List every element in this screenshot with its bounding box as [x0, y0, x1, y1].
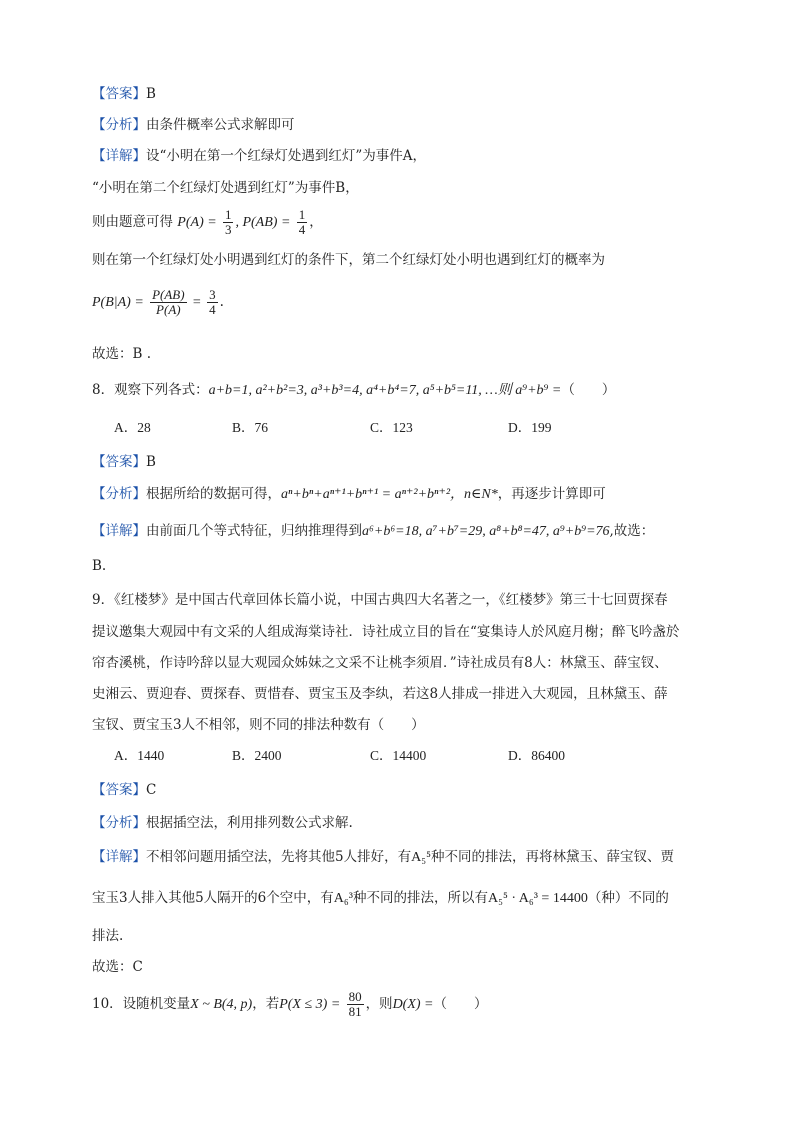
q7-detail-1: 设“小明在第一个红绿灯处遇到红灯”为事件A，	[146, 148, 427, 164]
q8-detail-2: B.	[92, 558, 107, 574]
q8-stem-math: a+b=1, a²+b²=3, a³+b³=4, a⁴+b⁴=7, a⁵+b⁵=11, …则 a⁹+b⁹ =	[208, 383, 562, 398]
q10-stem	[92, 988, 488, 1021]
answer-tag: 【答案】	[92, 782, 146, 798]
q7-analysis: 由条件概率公式求解即可	[146, 117, 295, 133]
q9-option-b: B．2400	[232, 748, 282, 763]
q9-analysis: 根据插空法，利用排列数公式求解.	[146, 815, 353, 831]
detail-tag: 【详解】	[92, 523, 146, 539]
q9-stem-line-2	[92, 622, 679, 642]
q9-answer: C	[146, 782, 157, 798]
detail-tag: 【详解】	[92, 849, 146, 865]
fraction-denominator: P(A)	[156, 302, 181, 317]
fraction-denominator: 3	[224, 222, 232, 237]
cond-result-fraction	[207, 288, 218, 317]
cond-lhs: P(B|A) =	[92, 295, 144, 310]
q7-detail-2: “小明在第二个红绿灯处遇到红灯”为事件B，	[92, 180, 359, 196]
q10-stem-mid: ，若	[252, 996, 280, 1012]
fraction-denominator: 4	[209, 302, 216, 317]
cond-equals: =	[192, 295, 201, 310]
q7-detail-3-post: ，	[309, 214, 323, 230]
perm-a55: A₅⁵	[411, 850, 431, 865]
q9-detail-line-1	[92, 847, 674, 868]
q8-option-d: D．199	[508, 420, 552, 435]
fraction-denominator: 4	[298, 222, 306, 237]
answer-tag: 【答案】	[92, 454, 146, 470]
q10-dist: X ~ B(4, p)	[190, 997, 253, 1012]
q9-stem-line-5	[92, 715, 425, 735]
q7-conclusion	[92, 344, 151, 364]
q7-conclusion-text: 故选：B .	[92, 346, 152, 362]
q8-answer-line	[92, 452, 156, 472]
fraction-numerator: 1	[298, 207, 306, 222]
analysis-tag: 【分析】	[92, 486, 146, 502]
q9-detail-2b: 种不同的排法，所以有	[352, 890, 488, 906]
q8-detail-math: a⁶+b⁶=18, a⁷+b⁷=29, a⁸+b⁸=47, a⁹+b⁹=76	[362, 524, 610, 539]
q8-analysis-pre: 根据所给的数据可得，	[146, 486, 281, 502]
q10-stem-post: （ ）	[433, 996, 488, 1012]
q8-detail-line-2	[92, 556, 106, 576]
perm-a63: A₆³	[333, 891, 353, 906]
q9-analysis-line	[92, 813, 353, 833]
answer-tag: 【答案】	[92, 86, 146, 102]
q8-detail-post: ,故选：	[609, 523, 655, 539]
q9-stem-1: 9．《红楼梦》是中国古代章回体长篇小说，中国古典四大名著之一，《红楼梦》第三十七回贾探春	[92, 592, 668, 608]
q7-detail-4: 则在第一个红绿灯处小明遇到红灯的条件下，第二个红绿灯处小明也遇到红灯的概率为	[92, 252, 605, 268]
q9-stem-line-4	[92, 684, 668, 704]
q7-detail-line-1	[92, 146, 426, 166]
q7-detail-line-4	[92, 250, 605, 270]
fraction-denominator: 81	[348, 1004, 362, 1019]
q10-stem-pre: 10．设随机变量	[92, 996, 191, 1012]
prob-ab-fraction	[297, 208, 308, 237]
q7-detail-3-pre: 则由题意可得	[92, 214, 173, 230]
q8-stem-pre: 8．观察下列各式：	[92, 382, 209, 398]
q9-conclusion-text: 故选：C	[92, 959, 143, 975]
fraction-numerator: 3	[209, 287, 216, 302]
q7-analysis-line	[92, 115, 295, 135]
q7-answer: B	[146, 86, 156, 102]
q8-option-b: B．76	[232, 420, 269, 435]
q9-option-c: C．14400	[370, 748, 427, 763]
q9-detail-1b: 种不同的排法，再将林黛玉、薛宝钗、贾	[430, 849, 674, 865]
q8-stem-post: （ ）	[561, 382, 616, 398]
q8-analysis-post: ，再逐步计算即可	[497, 486, 606, 502]
q9-detail-line-2	[92, 888, 669, 909]
q8-detail-line-1	[92, 521, 654, 542]
q8-detail-pre: 由前面几个等式特征，归纳推理得到	[146, 523, 362, 539]
q9-stem-5: 宝钗、贾宝玉3人不相邻，则不同的排法种数有（ ）	[92, 717, 425, 733]
q7-detail-line-3	[92, 206, 323, 239]
prob-a-fraction	[223, 208, 234, 237]
q8-option-a: A．28	[114, 420, 151, 435]
detail-tag: 【详解】	[92, 148, 146, 164]
q9-answer-line	[92, 780, 156, 800]
q8-answer: B	[146, 454, 156, 470]
q9-option-a: A．1440	[114, 748, 165, 763]
q9-stem-3: 帘杏溪桃，作诗吟辞以显大观园众姊妹之文采不让桃李须眉．”诗社成员有8人：林黛玉、薛宝钗、	[92, 655, 668, 671]
q9-option-d: D．86400	[508, 748, 565, 763]
q9-detail-2a: 宝玉3人排入其他5人隔开的6个空中，有	[92, 890, 334, 906]
q9-stem-line-3	[92, 653, 668, 673]
q9-detail-3: 排法.	[92, 928, 124, 944]
q9-stem-line-1	[92, 590, 668, 610]
q9-detail-line-3	[92, 926, 123, 946]
q10-cond: P(X ≤ 3) =	[279, 997, 341, 1012]
q9-conclusion	[92, 957, 143, 977]
q9-stem-2: 提议邀集大观园中有文采的人组成海棠诗社．诗社成立目的旨在“宴集诗人於风庭月榭；醉飞吟盏於	[92, 624, 680, 640]
q9-detail-2c: （种）不同的	[587, 890, 669, 906]
q9-detail-1a: 不相邻问题用插空法，先将其他5人排好，有	[146, 849, 412, 865]
analysis-tag: 【分析】	[92, 815, 146, 831]
cond-fraction	[150, 288, 186, 317]
q8-stem	[92, 380, 615, 401]
q7-conditional-formula	[92, 284, 224, 321]
analysis-tag: 【分析】	[92, 117, 146, 133]
prob-a-expr: P(A) =	[177, 215, 217, 230]
q10-stem-mid2: ，则	[365, 996, 393, 1012]
q8-analysis-math: aⁿ+bⁿ+aⁿ⁺¹+bⁿ⁺¹ = aⁿ⁺²+bⁿ⁺²，n∈N*	[281, 487, 498, 502]
q7-answer-line	[92, 84, 156, 104]
q10-fraction	[347, 990, 364, 1019]
q7-detail-line-2	[92, 178, 359, 198]
fraction-numerator: 80	[348, 989, 362, 1004]
fraction-numerator: 1	[224, 207, 232, 222]
prob-ab-expr: , P(AB) =	[235, 215, 291, 230]
perm-product: A₅⁵ · A₆³ = 14400	[487, 891, 588, 906]
q8-option-c: C．123	[370, 420, 413, 435]
fraction-numerator: P(AB)	[152, 287, 185, 302]
q8-analysis-line	[92, 484, 606, 505]
q10-var: D(X) =	[392, 997, 434, 1012]
cond-end: .	[219, 294, 224, 310]
q9-stem-4: 史湘云、贾迎春、贾探春、贾惜春、贾宝玉及李纨，若这8人排成一排进入大观园，且林黛玉、薛	[92, 686, 668, 702]
